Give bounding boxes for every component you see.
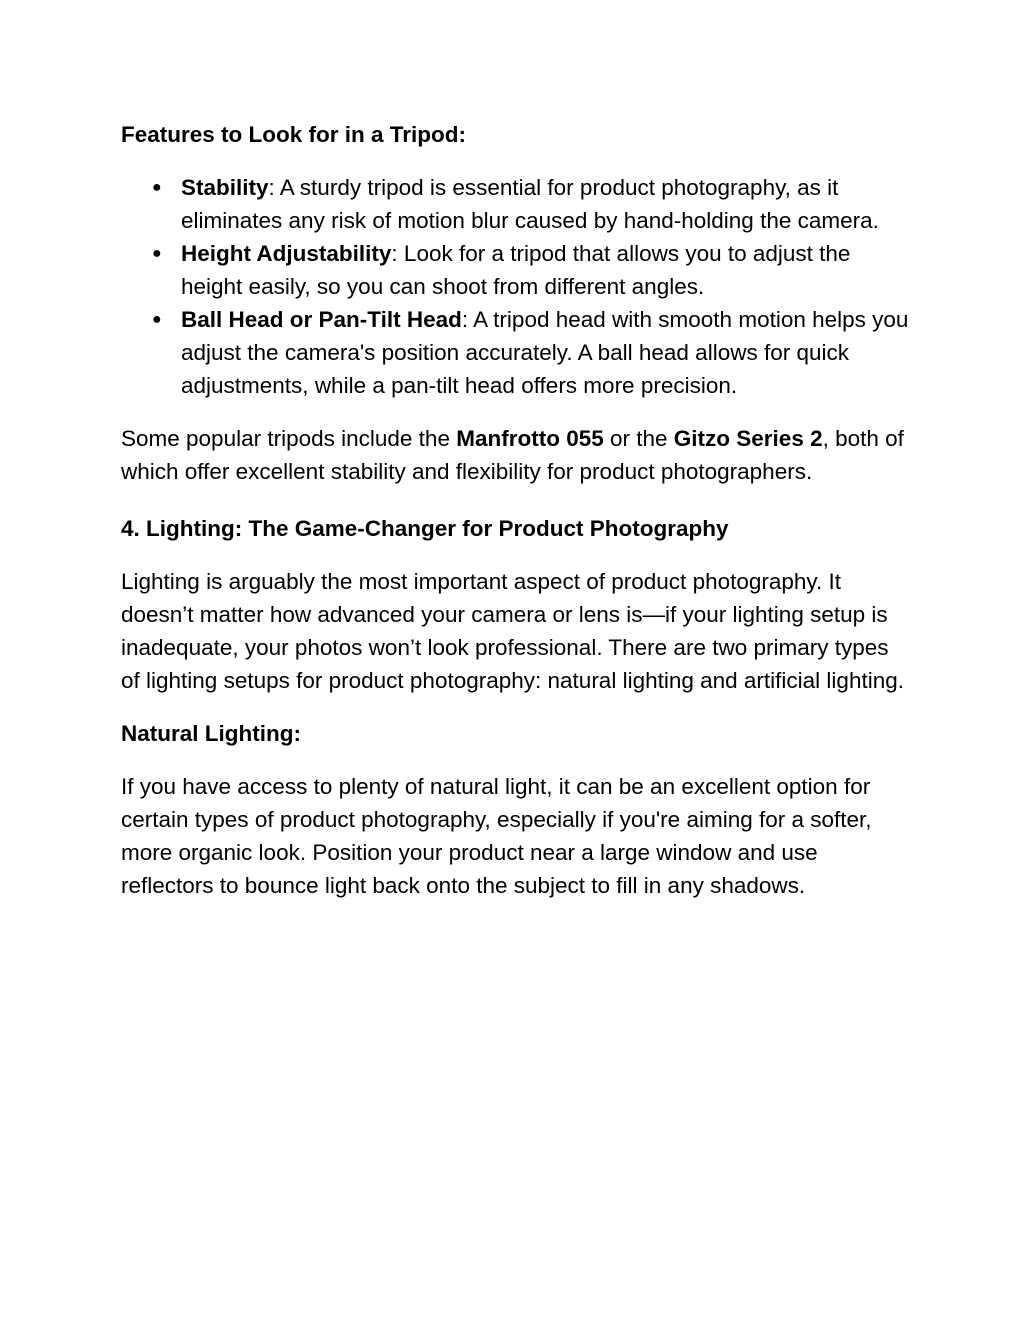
list-item: [121, 303, 911, 402]
tripods-text: or the: [603, 426, 674, 451]
feature-term: Height Adjustability: [181, 241, 392, 266]
document-body: [121, 118, 911, 902]
list-item: [121, 237, 911, 303]
natural-lighting-paragraph: If you have access to plenty of natural light, it can be an excellent option for certain types of product photography, especially if you're aiming for a softer, more organic look. Position your product near a large window and use reflectors to bounce light back onto the subject to fill in any shadows.: [121, 774, 872, 898]
list-item: [121, 171, 911, 237]
feature-term: Stability: [181, 175, 269, 200]
features-heading: Features to Look for in a Tripod:: [121, 122, 467, 147]
tripods-text: Some popular tripods include the: [121, 426, 457, 451]
feature-description: : Look for a tripod that allows you to adjust the height easily, so you can shoot from different angles.: [181, 241, 851, 299]
lighting-paragraph: Lighting is arguably the most important aspect of product photography. It doesn’t matter how advanced your camera or lens is—if your lighting setup is inadequate, your photos won’t look professional. There are two primary types of lighting setups for product photography: natural lighting and artificial lighting.: [121, 569, 904, 693]
tripods-text: , both of which offer excellent stability and flexibility for product photographers.: [121, 426, 904, 484]
natural-lighting-heading: Natural Lighting:: [121, 721, 301, 746]
feature-description: : A sturdy tripod is essential for product photography, as it eliminates any risk of motion blur caused by hand-holding the camera.: [181, 175, 879, 233]
bullet-icon: ●: [152, 245, 162, 262]
bullet-icon: ●: [152, 179, 162, 196]
features-list: [121, 171, 911, 402]
feature-description: : A tripod head with smooth motion helps you adjust the camera's position accurately. A ball head allows for quick adjustments, while a pan-tilt head offers more precision.: [181, 307, 909, 398]
tripod-brand: Gitzo Series 2: [673, 426, 823, 451]
tripod-brand: Manfrotto 055: [456, 426, 604, 451]
tripods-paragraph: [121, 422, 911, 488]
bullet-icon: ●: [152, 311, 162, 328]
lighting-heading: 4. Lighting: The Game-Changer for Product Photography: [121, 516, 729, 541]
feature-term: Ball Head or Pan-Tilt Head: [181, 307, 462, 332]
